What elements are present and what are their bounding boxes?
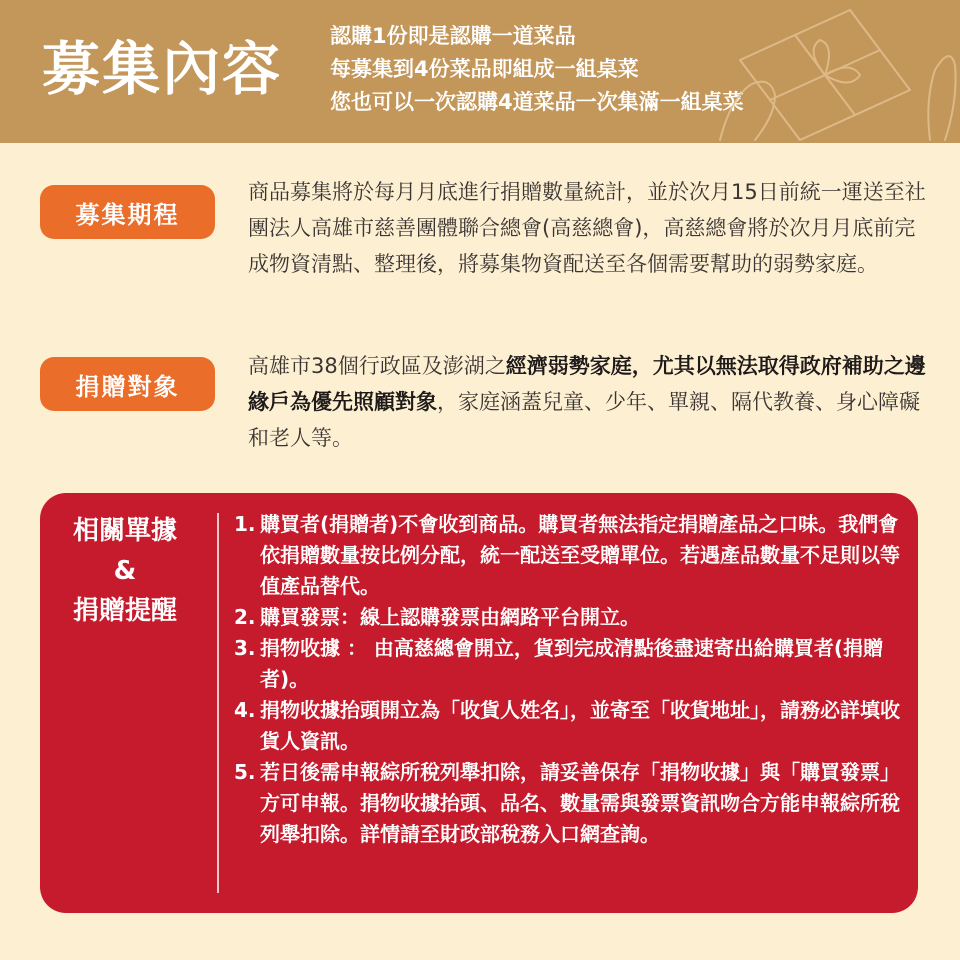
- beneficiaries-tag: 捐贈對象: [40, 357, 215, 411]
- notice-list: [234, 509, 902, 850]
- beneficiaries-text: [248, 348, 928, 456]
- notice-item-number: 5.: [234, 760, 256, 784]
- schedule-tag: 募集期程: [40, 185, 215, 239]
- page-title: 募集內容: [42, 35, 283, 103]
- notice-item-3: [234, 633, 902, 695]
- notice-item-text: 購買者(捐贈者)不會收到商品。購買者無法指定捐贈產品之口味。我們會依捐贈數量按比例分配，統一配送至受贈單位。若遇產品數量不足則以等值產品替代。: [260, 512, 900, 598]
- schedule-text: 商品募集將於每月月底進行捐贈數量統計，並於次月15日前統一運送至社團法人高雄市慈善團體聯合總會(高慈總會)，高慈總會將於次月月底前完成物資清點、整理後，將募集物資配送至各個需要幫助的弱勢家庭。: [248, 180, 926, 276]
- header-banner: [0, 0, 960, 143]
- notice-side-title-1: 相關單據: [72, 516, 177, 546]
- notice-item-number: 2.: [234, 605, 256, 629]
- notice-item-text: 捐物收據抬頭開立為「收貨人姓名」，並寄至「收貨地址」，請務必詳填收貨人資訊。: [260, 698, 900, 753]
- notice-item-2: [234, 602, 902, 633]
- notice-item-number: 3.: [234, 636, 256, 660]
- notice-item-number: 4.: [234, 698, 256, 722]
- notice-item-text: 若日後需申報綜所稅列舉扣除，請妥善保存「捐物收據」與「購買發票」方可申報。捐物收據抬頭、品名、數量需與發票資訊吻合方能申報綜所稅列舉扣除。詳情請至財政部稅務入口網查詢。: [260, 760, 900, 846]
- notice-side-title-2: &: [113, 556, 137, 586]
- notice-item-4: [234, 695, 902, 757]
- notice-divider: [217, 513, 219, 893]
- notice-side-title-3: 捐贈提醒: [72, 596, 177, 626]
- header-line-1: 認購1份即是認購一道菜品: [330, 24, 576, 48]
- notice-side-title: [55, 511, 195, 631]
- notice-item-5: [234, 757, 902, 850]
- gift-hands-icon: [700, 0, 960, 143]
- beneficiaries-text-before: 高雄市38個行政區及澎湖之: [248, 354, 506, 378]
- notice-card: [40, 493, 918, 913]
- notice-item-number: 1.: [234, 512, 256, 536]
- header-line-3: 您也可以一次認購4道菜品一次集滿一組桌菜: [330, 90, 744, 114]
- notice-item-text: 捐物收據 ： 由高慈總會開立，貨到完成清點後盡速寄出給購買者(捐贈者)。: [260, 636, 884, 691]
- notice-item-text: 購買發票：線上認購發票由網路平台開立。: [260, 605, 640, 629]
- header-line-2: 每募集到4份菜品即組成一組桌菜: [330, 57, 639, 81]
- beneficiaries-text-bold: 經濟弱勢家庭，尤其以無法取得政府補助之邊緣戶為優先照顧對象: [248, 354, 926, 414]
- beneficiaries-text-after: ，家庭涵蓋兒童、少年、單親、隔代教養、身心障礙和老人等。: [248, 390, 920, 450]
- notice-item-1: [234, 509, 902, 602]
